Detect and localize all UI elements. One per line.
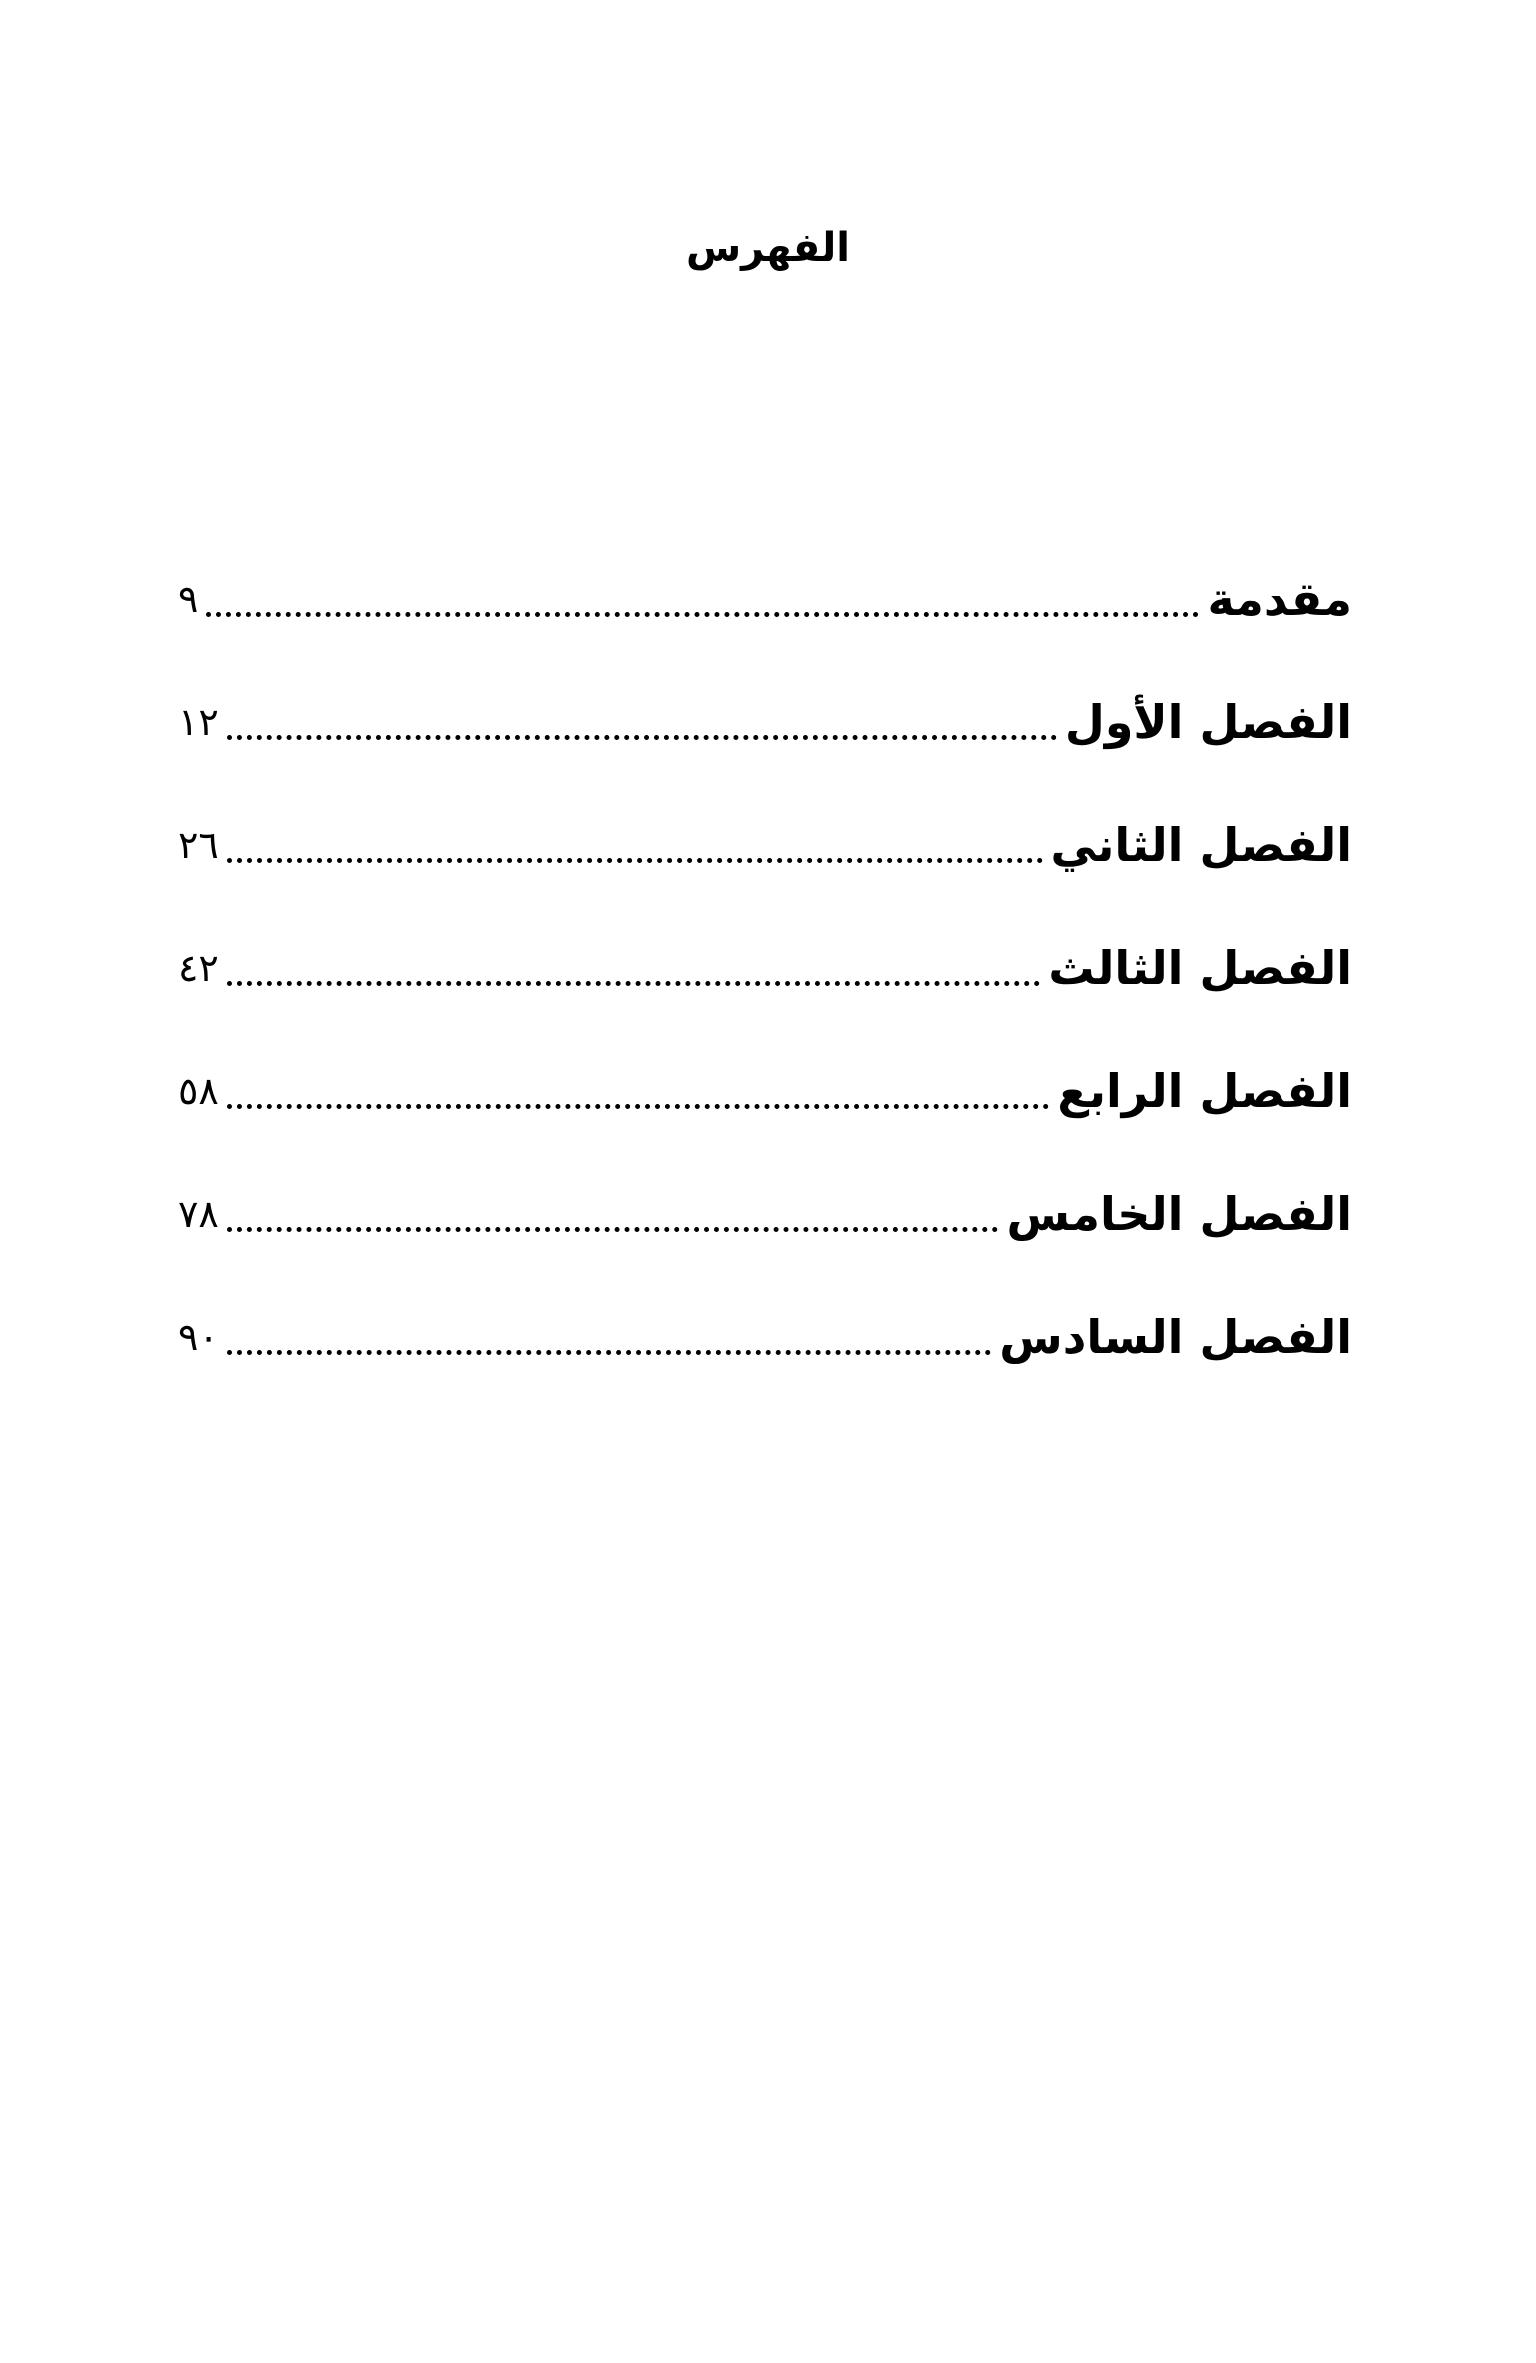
dot-leader	[227, 1227, 999, 1232]
toc-entry-introduction[interactable]	[178, 508, 1352, 631]
dot-leader	[227, 981, 1041, 986]
toc-page-number: ٥٨	[178, 1069, 219, 1113]
toc-page-number: ٩٠	[178, 1315, 219, 1359]
toc-entry-title: الفصل الثالث	[1048, 941, 1352, 995]
toc-entry-title: الفصل الرابع	[1057, 1064, 1352, 1118]
toc-entry-chapter-5[interactable]	[178, 1123, 1352, 1246]
toc-entry-title: الفصل الخامس	[1006, 1187, 1352, 1241]
toc-entry-chapter-3[interactable]	[178, 877, 1352, 1000]
toc-page-number: ٩	[178, 577, 199, 621]
toc-entry-title: الفصل السادس	[999, 1310, 1352, 1364]
toc-entry-chapter-6[interactable]	[178, 1246, 1352, 1369]
toc-entry-chapter-1[interactable]	[178, 631, 1352, 754]
toc-page-number: ٤٢	[178, 946, 219, 990]
toc-entry-title: الفصل الثاني	[1050, 818, 1352, 872]
page-title: الفهرس	[685, 225, 850, 271]
dot-leader	[227, 1104, 1050, 1109]
toc-entry-title: الفصل الأول	[1064, 695, 1352, 749]
dot-leader	[206, 612, 1199, 617]
dot-leader	[227, 735, 1057, 740]
toc-page-number: ١٢	[178, 700, 219, 744]
toc-page-number: ٢٦	[178, 823, 219, 867]
toc-entry-chapter-4[interactable]	[178, 1000, 1352, 1123]
table-of-contents	[178, 508, 1352, 1369]
dot-leader	[227, 1350, 991, 1355]
toc-page-number: ٧٨	[178, 1192, 219, 1236]
toc-entry-title: مقدمة	[1207, 572, 1352, 626]
dot-leader	[227, 858, 1043, 863]
toc-entry-chapter-2[interactable]	[178, 754, 1352, 877]
